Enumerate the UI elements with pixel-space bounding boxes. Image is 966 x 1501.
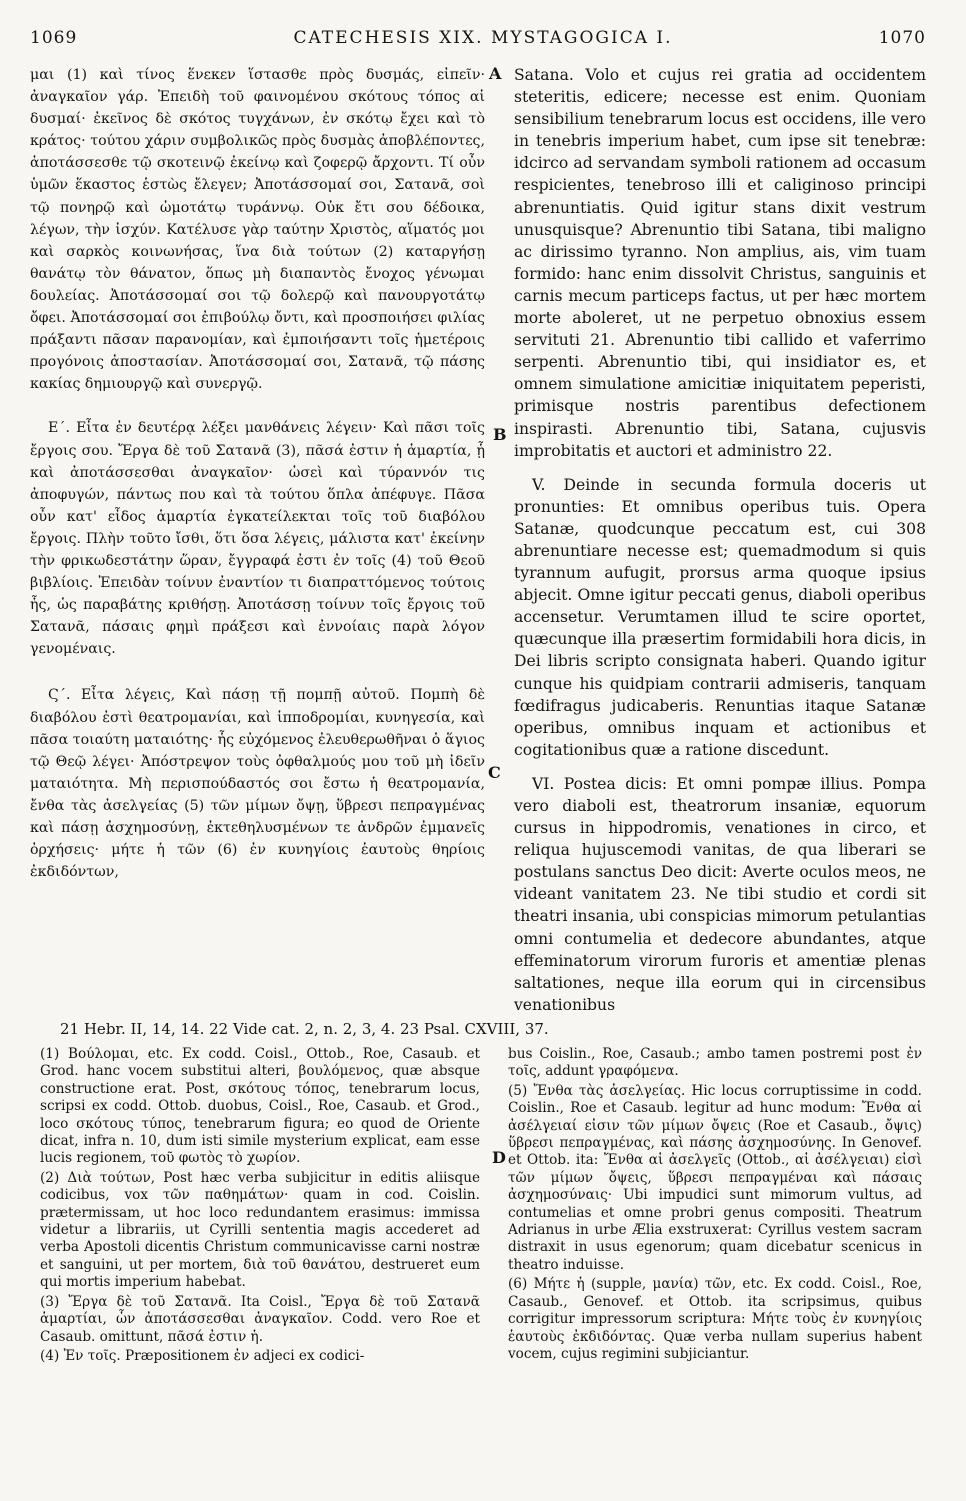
greek-column: [30, 64, 485, 895]
margin-letter-d: D: [492, 1148, 506, 1167]
page-number-left: 1069: [30, 28, 78, 48]
note-4: (4) Ἐν τοῖς. Præpositionem ἐν adjeci ex codici-: [40, 1347, 365, 1364]
scripture-references: 21 Hebr. II, 14, 14. 22 Vide cat. 2, n. 2, 3, 4. 23 Psal. CXVIII, 37.: [60, 1020, 549, 1038]
latin-column: [514, 64, 926, 1028]
page-number-right: 1070: [878, 28, 926, 48]
margin-letter-a: A: [489, 64, 502, 83]
margin-letter-b: B: [493, 425, 507, 444]
margin-letter-c: C: [488, 763, 501, 782]
note-4-continued: bus Coislin., Roe, Casaub.; ambo tamen postremi post ἐν τοῖς, addunt γραφόμενα.: [508, 1046, 922, 1080]
note-6: (6) Μήτε ἡ (supple, μανία) τῶν, etc. Ex codd. Coisl., Roe, Casaub., Genovef. et Ottob. ita scripsimus, quibus corrigitur impressorum scriptura: Μήτε τοὺς ἐν κυνηγίοις ἑαυτοὺς ἐκδιδόντας. Quæ verba nullam superius habent vocem, cujus regimini subjiciantur.: [508, 1276, 922, 1362]
latin-paragraph-2: V. Deinde in secunda formula doceris ut pronunties: Et omnibus operibus tuis. Opera Satanæ, quodcunque peccatum est, cui 308 abrenuntiare necesse est; quemadmodum si quis tyrannum aufugit, prorsus arma quoque ipsius abjecit. Omne igitur peccati genus, diaboli operibus accensetur. Verumtamen illud te scire oportet, quæcunque illa præsertim formidabili hora dicis, in Dei libris scripto consignata haberi. Quando igitur cunque his quidpiam contrarii admiseris, tanquam fœdifragus judicaberis. Renuntias itaque Satanæ operibus, omnibus inquam et actionibus et cogitationibus quæ a ratione discedunt.: [514, 475, 926, 759]
notes-left-column: [40, 1046, 480, 1367]
notes-right-column: [508, 1046, 922, 1365]
note-1: (1) Βούλομαι, etc. Ex codd. Coisl., Ottob., Roe, Casaub. et Grod. hanc vocem substitui alteri, βουλόμενος, quæ absque constructione erat. Post, σκότους τόπος, tenebrarum locus, scripsi ex codd. Ottob. duobus, Coisl., Roe, Casaub. et Grod., loco σκότους τύπος, tenebrarum figura; eo quod de Oriente dicat, infra n. 10, dum isti simile mysterium explicat, eam esse lucis regionem, τοῦ φωτὸς τὸ χωρίον.: [40, 1046, 480, 1167]
running-title: CATECHESIS XIX. MYSTAGOGICA I.: [293, 28, 673, 48]
greek-paragraph-3: Ϛ΄. Εἶτα λέγεις, Καὶ πάσῃ τῇ πομπῇ αὐτοῦ. Πομπὴ δὲ διαβόλου ἐστὶ θεατρομανίαι, καὶ ἱπποδρομίαι, κυνηγεσία, καὶ πᾶσα τοιαύτη ματαιότης· ἧς εὐχόμενος ἐλευθερωθῆναι ὁ ἅγιος τῷ Θεῷ λέγει· Ἀπόστρεψον τοὺς ὀφθαλμούς μου τοῦ μὴ ἰδεῖν ματαιότητα. Μὴ περισπούδαστός σοι ἔστω ἡ θεατρομανία, ἔνθα τὰς ἀσελγείας (5) τῶν μίμων ὄψῃ, ὕβρεσι πεπραγμένας καὶ πάσῃ ἀσχημοσύνῃ, ἐκτεθηλυσμένων τε ἀνδρῶν ἐμμανεῖς ὀρχήσεις· μήτε ἡ τῶν (6) ἐν κυνηγίοις ἑαυτοὺς θηρίοις ἐκδιδόντων,: [30, 687, 485, 881]
greek-paragraph-1: μαι (1) καὶ τίνος ἕνεκεν ἵστασθε πρὸς δυσμάς, εἰπεῖν· ἀναγκαῖον γάρ. Ἐπειδὴ τοῦ φαινομένου σκότους τόπος αἱ δυσμαί· ἐκεῖνος δὲ σκότος τυγχάνων, ἐν σκότῳ ἔχει καὶ τὸ κράτος· τούτου χάριν συμβολικῶς πρὸς δυσμὰς ἀποβλέποντες, ἀποτάσσεσθε τῷ σκοτεινῷ ἐκείνῳ καὶ ζοφερῷ ἄρχοντι. Τί οὖν ὑμῶν ἕκαστος ἑστὼς ἔλεγεν; Ἀποτάσσομαί σοι, Σατανᾶ, σοὶ τῷ πονηρῷ καὶ ὠμοτάτῳ τυράννῳ. Οὐκ ἔτι σου δέδοικα, λέγων, τὴν ἰσχύν. Κατέλυσε γὰρ ταύτην Χριστὸς, αἵματός μοι καὶ σαρκὸς κοινωνήσας, ἵνα διὰ τούτων (2) καταργήσῃ θανάτῳ τὸν θάνατον, ὅπως μὴ διαπαντὸς ἔνοχος γένωμαι δουλείας. Ἀποτάσσομαί σοι τῷ δολερῷ καὶ πανουργοτάτῳ ὄφει. Ἀποτάσσομαί σοι ἐπιβούλῳ ὄντι, καὶ προσποιήσει φιλίας πράξαντι πᾶσαν παρανομίαν, καὶ ἐμποιήσαντι τοῖς ἡμετέροις προγόνοις ἀποστασίαν. Ἀποτάσσομαί σοι, Σατανᾶ, τῷ πάσης κακίας δημιουργῷ καὶ συνεργῷ.: [30, 67, 485, 393]
greek-paragraph-2: Ε΄. Εἶτα ἐν δευτέρᾳ λέξει μανθάνεις λέγειν· Καὶ πᾶσι τοῖς ἔργοις σου. Ἔργα δὲ τοῦ Σατανᾶ (3), πᾶσά ἐστιν ἡ ἁμαρτία, ᾗ καὶ ἀποτάσσεσθαι ἀναγκαῖον· ὡσεὶ καὶ τύραννόν τις ἀποφυγών, πάντως που καὶ τὰ τούτου ὅπλα ἀπέφυγε. Πᾶσα οὖν κατ' εἶδος ἁμαρτία ἐγκατείλεκται τοῖς τοῦ διαβόλου ἔργοις. Πλὴν τοῦτο ἴσθι, ὅτι ὅσα λέγεις, μάλιστα κατ' ἐκείνην τὴν φρικωδεστάτην ὥραν, ἔγγραφά ἐστι ἐν τοῖς (4) τοῦ Θεοῦ βιβλίοις. Ἐπειδὰν τοίνυν ἐναντίον τι διαπραττόμενος τούτοις ἧς, ὡς παραβάτης κριθήσῃ. Ἀποτάσσῃ τοίνυν τοῖς ἔργοις τοῦ Σατανᾶ, πάσαις φημὶ πράξεσι καὶ ἐννοίαις παρὰ λόγον γενομέναις.: [30, 420, 485, 658]
latin-paragraph-1: Satana. Volo et cujus rei gratia ad occidentem steteritis, edicere; necesse est enim. Quoniam sensibilium tenebrarum locus est occidens, ille vero in tenebris imperium habet, cum ipse sit tenebræ: idcirco ad servandam symboli rationem ad occasum respicientes, tenebroso illi et caliginoso principi abrenuntiatis. Quid igitur stans dixit vestrum unusquisque? Abrenuntio tibi Satana, tibi maligno ac dirissimo tyranno. Non amplius, ais, vim tuam formido: hanc enim dissolvit Christus, sanguinis et carnis mecum particeps factus, ut per hæc mortem morte aboleret, ut ne perpetuo obnoxius essem servituti 21. Abrenuntio tibi callido et vaferrimo serpenti. Abrenuntio tibi, qui insidiator es, et omnem simulatione amicitiæ iniquitatem peperisti, primisque nostris parentibus defectionem inspirasti. Abrenuntio tibi, Satana, cujusvis improbitatis et auctori et administro 22.: [514, 66, 926, 460]
note-5: (5) Ἔνθα τὰς ἀσελγείας. Hic locus corruptissime in codd. Coislin., Roe et Casaub. legitur ad hunc modum: Ἔνθα αἱ ἀσέλγειαί εἰσιν τῶν μίμων ὄψεις (Roe et Casaub., ὄψις) ὕβρεσι πεπραγμένας, καὶ πάσης ἀσχημοσύνης. In Genovef. et Ottob. ita: Ἔνθα αἱ ἀσελγεῖς (Ottob., αἱ ἀσέλγειαι) εἰσὶ τῶν μίμων ὄψεις, ὕβρεσι πεπραγμέναι καὶ πάσαις ἀσχημοσύναις· Ubi impudici sunt mimorum vultus, ad contumelias et omne probri genus compositi. Theatrum Adrianus in urbe Ælia exstruxerat: Cyrillus vestem sacram distraxit in usus egenorum; quam dicebatur scenicus in theatro induisse.: [508, 1082, 922, 1273]
latin-paragraph-3: VI. Postea dicis: Et omni pompæ illius. Pompa vero diaboli est, theatrorum insaniæ, equorum cursus in hippodromis, venationes in circo, et reliqua hujuscemodi vanitas, de qua liberari se postulans sanctus Deo dicit: Averte oculos meos, ne videant vanitatem 23. Ne tibi studio et cordi sit theatri insania, ubi conspicias mimorum petulantias omni contumelia et dedecore abundantes, atque effeminatorum virorum furoris et amentiæ plenas saltationes, neque illa eorum qui in circensibus venationibus: [514, 774, 926, 1014]
note-2: (2) Διὰ τούτων, Post hæc verba subjicitur in editis aliisque codicibus, vox τῶν παθημάτων· quam in cod. Coislin. prætermissam, ut hoc loco redundantem erasimus: immissa videtur a librariis, ut Cyrilli sententia magis accederet ad verba Apostoli dicentis Christum communicavisse carni nostræ et sanguini, ut per mortem, διὰ τοῦ θανάτου, destrueret eum qui mortis imperium habebat.: [40, 1169, 480, 1291]
note-3: (3) Ἔργα δὲ τοῦ Σατανᾶ. Ita Coisl., Ἔργα δὲ τοῦ Σατανᾶ ἁμαρτίαι, ὧν ἀποτάσσεσθαι ἀναγκαῖον. Codd. vero Roe et Casaub. omittunt, πᾶσά ἐστιν ἡ.: [40, 1293, 480, 1345]
